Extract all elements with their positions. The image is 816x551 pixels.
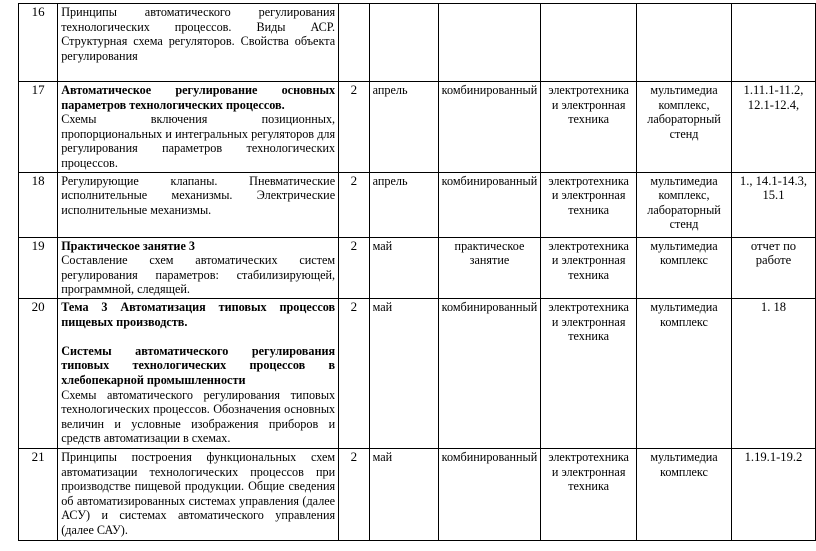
related-discipline-cell: электротехника и электронная техника — [541, 237, 637, 298]
equipment-cell: мультимедиа комплекс — [637, 298, 732, 448]
month-cell: май — [369, 237, 438, 298]
literature-cell: отчет по работе — [731, 237, 815, 298]
topic-heading: Практическое занятие 3 — [61, 238, 196, 253]
table-row — [19, 237, 816, 298]
month-cell — [369, 4, 438, 82]
topic-text: Схемы автоматического регулирования типовых технологических процессов. Обозначения основных величин и условные изображения приборов и средств автоматизации в схемах. — [61, 387, 336, 446]
related-discipline-cell: электротехника и электронная техника — [541, 172, 637, 237]
row-number: 20 — [19, 298, 58, 448]
topic-cell — [58, 172, 339, 237]
related-discipline-cell: электротехника и электронная техника — [541, 82, 637, 173]
topic-cell — [58, 237, 339, 298]
topic-text: Составление схем автоматических систем регулирования параметров: стабилизирующей, программной, следящей. — [61, 253, 336, 297]
equipment-cell: мультимедиа комплекс, лабораторный стенд — [637, 172, 732, 237]
row-number: 16 — [19, 4, 58, 82]
table-row — [19, 4, 816, 82]
hours-cell: 2 — [339, 237, 370, 298]
lesson-form-cell: комбинированный — [438, 448, 541, 540]
literature-cell: 1., 14.1-14.3, 15.1 — [731, 172, 815, 237]
lesson-form-cell: комбинированный — [438, 82, 541, 173]
related-discipline-cell — [541, 4, 637, 82]
topic-cell — [58, 448, 339, 540]
topic-text: Схемы включения позиционных, пропорциональных и интегральных регуляторов для регулирования параметров технологических процессов. — [61, 112, 336, 170]
literature-cell — [731, 4, 815, 82]
row-number: 17 — [19, 82, 58, 173]
row-number: 21 — [19, 448, 58, 540]
equipment-cell: мультимедиа комплекс — [637, 237, 732, 298]
lesson-form-cell: комбинированный — [438, 172, 541, 237]
hours-cell — [339, 4, 370, 82]
hours-cell: 2 — [339, 298, 370, 448]
topic-heading: Системы автоматического регулирования типовых технологических процессов в хлебопекарной промышленности — [61, 343, 336, 387]
table-row — [19, 448, 816, 540]
topic-text: Принципы автоматического регулирования технологических процессов. Виды АСР. Структурная схема регуляторов. Свойства объекта регулирования — [61, 5, 336, 63]
literature-cell: 1. 18 — [731, 298, 815, 448]
lesson-form-cell: комбинированный — [438, 298, 541, 448]
lesson-plan-table — [18, 3, 816, 541]
month-cell: май — [369, 298, 438, 448]
related-discipline-cell: электротехника и электронная техника — [541, 298, 637, 448]
table-row — [19, 298, 816, 448]
related-discipline-cell: электротехника и электронная техника — [541, 448, 637, 540]
lesson-form-cell — [438, 4, 541, 82]
topic-cell — [58, 4, 339, 82]
table-row — [19, 82, 816, 173]
month-cell: апрель — [369, 172, 438, 237]
month-cell: май — [369, 448, 438, 540]
equipment-cell: мультимедиа комплекс, лабораторный стенд — [637, 82, 732, 173]
literature-cell: 1.19.1-19.2 — [731, 448, 815, 540]
topic-cell — [58, 298, 339, 448]
topic-heading: Автоматическое регулирование основных параметров технологических процессов. — [61, 83, 336, 112]
lesson-form-cell: практическое занятие — [438, 237, 541, 298]
topic-text: Регулирующие клапаны. Пневматические исполнительные механизмы. Электрические исполнительные механизмы. — [61, 173, 336, 217]
literature-cell: 1.11.1-11.2, 12.1-12.4, — [731, 82, 815, 173]
topic-cell — [58, 82, 339, 173]
lesson-plan-sheet — [18, 3, 816, 541]
equipment-cell — [637, 4, 732, 82]
month-cell: апрель — [369, 82, 438, 173]
hours-cell: 2 — [339, 448, 370, 540]
row-number: 19 — [19, 237, 58, 298]
table-row — [19, 172, 816, 237]
hours-cell: 2 — [339, 172, 370, 237]
topic-heading: Тема 3 Автоматизация типовых процессов пищевых производств. — [61, 299, 336, 329]
equipment-cell: мультимедиа комплекс — [637, 448, 732, 540]
topic-text: Принципы построения функциональных схем автоматизации технологических процессов при производстве пищевой продукции. Общие сведения об автоматизированных системах управления (далее АСУ) и системах автоматического управления (далее САУ). — [61, 449, 336, 537]
row-number: 18 — [19, 172, 58, 237]
hours-cell: 2 — [339, 82, 370, 173]
